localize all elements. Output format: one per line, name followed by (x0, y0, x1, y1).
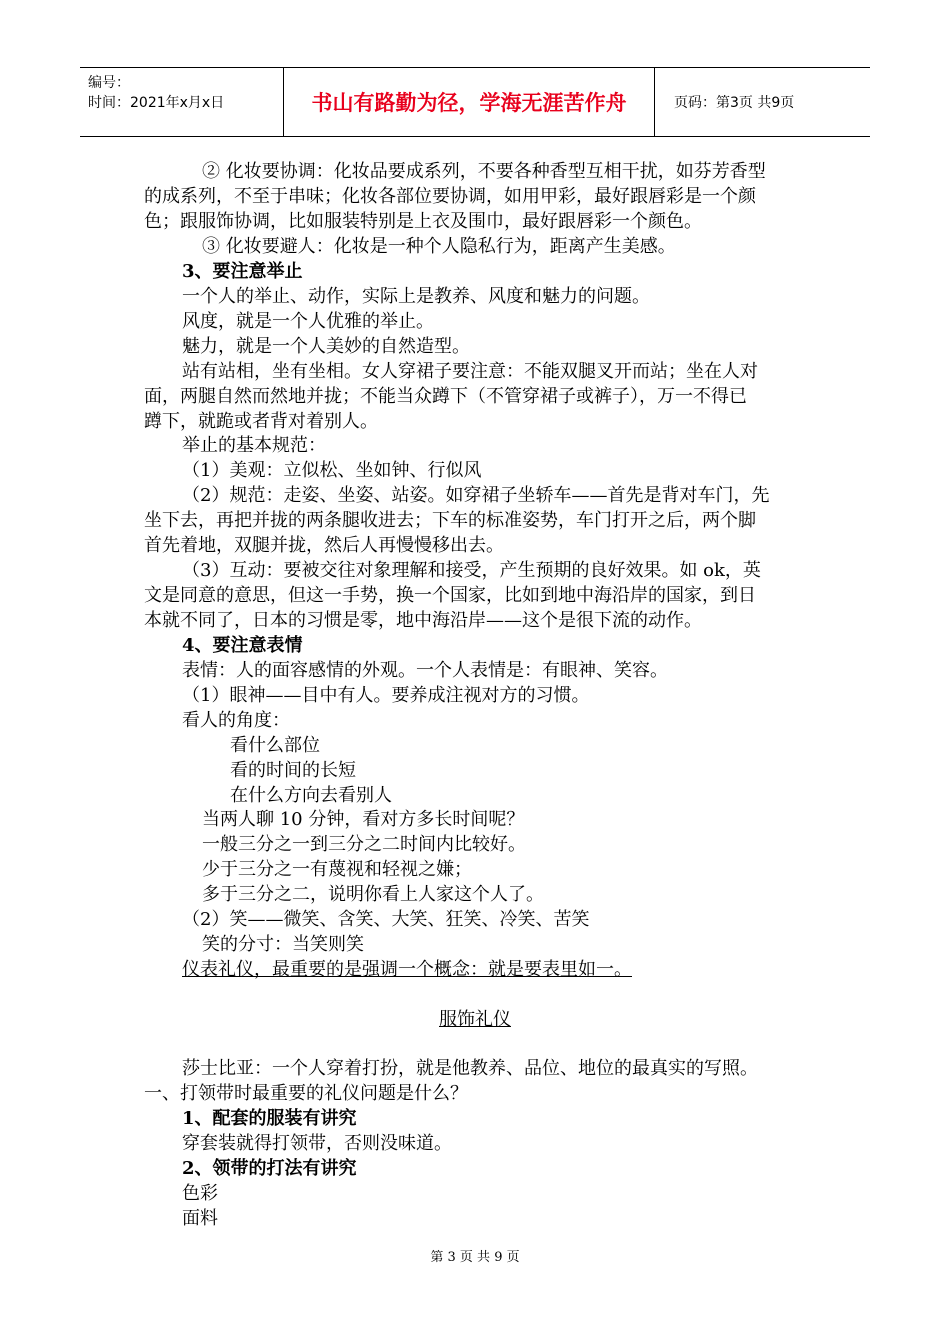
text-line: （2）笑——微笑、含笑、大笑、狂笑、冷笑、苦笑 (182, 909, 590, 930)
text-line: 少于三分之一有蔑视和轻视之嫌； (202, 859, 472, 880)
page-info-text: 页码：第3页 共9页 (674, 95, 795, 111)
text-line: 看人的角度： (182, 710, 290, 731)
text-line: 坐下去，再把并拢的两条腿收进去；下车的标准姿势，车门打开之后，两个脚 (144, 510, 756, 531)
text-line: 的成系列，不至于串味；化妆各部位要协调，如用甲彩，最好跟唇彩是一个颜 (144, 186, 756, 207)
text-line: （1）眼神——目中有人。要养成注视对方的习惯。 (182, 685, 590, 706)
text-line: 风度，就是一个人优雅的举止。 (182, 311, 434, 332)
text-line: 魅力，就是一个人美妙的自然造型。 (182, 336, 470, 357)
text-line: 举止的基本规范： (182, 435, 326, 456)
text-line: 穿套装就得打领带，否则没味道。 (182, 1133, 452, 1154)
text-line: 当两人聊 10 分钟，看对方多长时间呢？ (202, 809, 525, 830)
text-line: 文是同意的意思，但这一手势，换一个国家，比如到地中海沿岸的国家，到日 (144, 585, 756, 606)
document-number-label: 编号： (88, 75, 130, 91)
text-line: 面，两腿自然而然地并拢；不能当众蹲下（不管穿裙子或裤子），万一不得已 (144, 386, 747, 407)
text-line: 一般三分之一到三分之二时间内比较好。 (202, 834, 526, 855)
text-line: （3）互动：要被交往对象理解和接受，产生预期的良好效果。如 ok，英 (182, 560, 761, 581)
text-line: ② 化妆要协调：化妆品要成系列，不要各种香型互相干扰，如芬芳香型 (202, 161, 766, 182)
text-line: 在什么方向去看别人 (230, 785, 392, 806)
underlined-summary: 仪表礼仪，最重要的是强调一个概念：就是要表里如一。 (182, 959, 632, 980)
text-line: 首先着地，双腿并拢，然后人再慢慢移出去。 (144, 535, 504, 556)
text-line: 莎士比亚：一个人穿着打扮，就是他教养、品位、地位的最真实的写照。 (182, 1058, 758, 1079)
text-line: 一个人的举止、动作，实际上是教养、风度和魅力的问题。 (182, 286, 650, 307)
header-motto: 书山有路勤为径，学海无涯苦作舟 (283, 68, 655, 136)
text-line: 蹲下，就跪或者背对着别人。 (144, 411, 378, 432)
section-heading: 1、配套的服装有讲究 (182, 1108, 357, 1129)
section-heading: 3、要注意举止 (182, 261, 303, 282)
text-line: 表情：人的面容感情的外观。一个人表情是：有眼神、笑容。 (182, 660, 668, 681)
smile-measure-text: 笑的分寸：当笑则笑 (202, 934, 364, 955)
text-line: 看的时间的长短 (230, 760, 356, 781)
page-header (80, 67, 870, 137)
text-line: 面料 (182, 1208, 218, 1229)
text-line: 一、打领带时最重要的礼仪问题是什么？ (144, 1083, 468, 1104)
text-line: （2）规范：走姿、坐姿、站姿。如穿裙子坐轿车——首先是背对车门，先 (182, 485, 770, 506)
text-line: 本就不同了，日本的习惯是零，地中海沿岸——这个是很下流的动作。 (144, 610, 702, 631)
text-line: ③ 化妆要避人：化妆是一种个人隐私行为，距离产生美感。 (202, 236, 676, 257)
text-line: 色；跟服饰协调，比如服装特别是上衣及围巾，最好跟唇彩一个颜色。 (144, 211, 702, 232)
text-line: 多于三分之二，说明你看上人家这个人了。 (202, 884, 544, 905)
text-line: 看什么部位 (230, 735, 320, 756)
document-date-label: 时间：2021年x月x日 (88, 95, 225, 111)
text-line: 站有站相，坐有坐相。女人穿裙子要注意：不能双腿叉开而站；坐在人对 (182, 361, 758, 382)
section-title: 服饰礼仪 (439, 1009, 511, 1030)
text-line: （1）美观：立似松、坐如钟、行似风 (182, 460, 482, 481)
text-line (202, 933, 364, 957)
header-page-info (664, 68, 870, 136)
section-heading: 4、要注意表情 (182, 635, 303, 656)
header-info-cell (80, 68, 283, 136)
page-footer: 第 3 页 共 9 页 (430, 1250, 520, 1265)
text-line: 色彩 (182, 1183, 218, 1204)
section-heading: 2、领带的打法有讲究 (182, 1158, 357, 1179)
